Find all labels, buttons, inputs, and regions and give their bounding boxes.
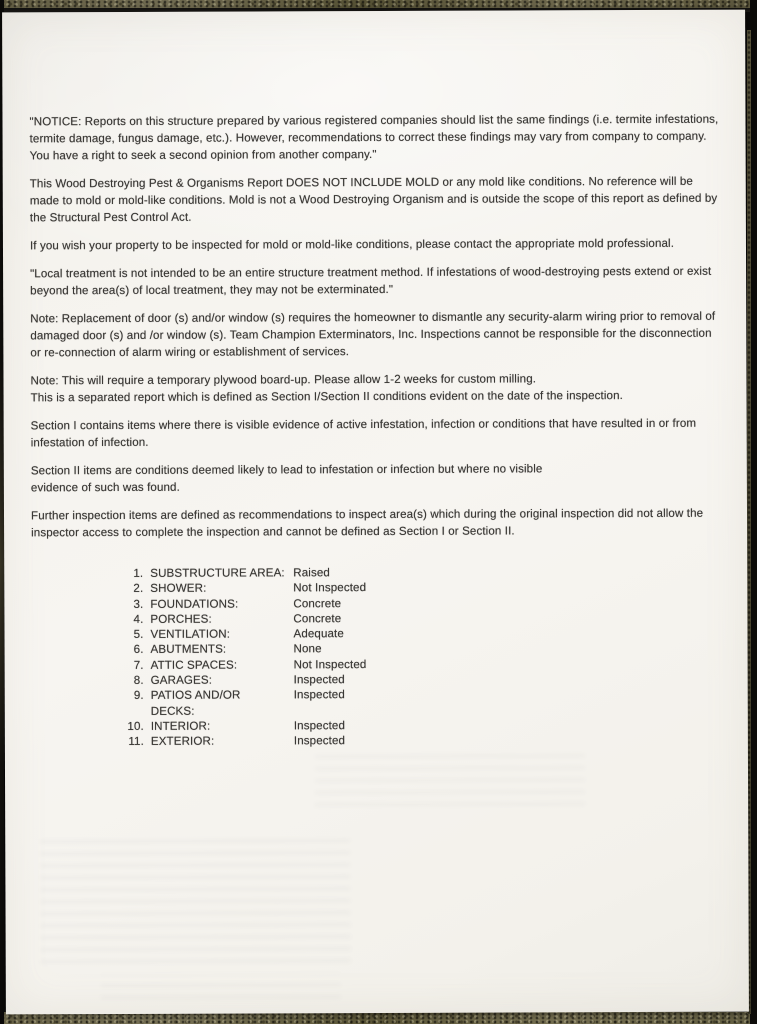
item-number: 2. [133, 582, 144, 596]
mold-disclaimer-paragraph: This Wood Destroying Pest & Organisms Report DOES NOT INCLUDE MOLD or any mold like conditions. No reference will be made to mold or mold-like conditions. Mold is not a Wood Destroying Organism and is outside the scope of this report as defined by the Structural Pest Control Act. [29, 174, 718, 225]
bleedthrough-smudge [315, 752, 585, 815]
checklist-row-exterior [32, 732, 724, 750]
section1-definition-paragraph: Section I contains items where there is visible evidence of active infestation, infection or conditions that have resulted in or from infestation of infection. [30, 416, 697, 450]
item-value: Not Inspected [293, 657, 367, 672]
item-number: 6. [133, 643, 144, 657]
item-value: Not Inspected [293, 581, 367, 595]
item-label: PATIOS AND/OR DECKS: [150, 688, 241, 718]
item-label: PORCHES: [150, 612, 212, 626]
checklist-row-patios-decks [32, 686, 724, 719]
photo-edge-right [750, 0, 757, 1024]
item-label: SUBSTRUCTURE AREA: [150, 566, 285, 580]
item-label: GARAGES: [150, 673, 213, 687]
inspection-checklist [31, 564, 724, 750]
item-label: FOUNDATIONS: [150, 597, 239, 611]
item-label: VENTILATION: [150, 627, 231, 642]
bleedthrough-smudge [101, 973, 341, 1008]
item-label: ATTIC SPACES: [150, 658, 238, 672]
item-value: Inspected [293, 734, 346, 748]
item-number: 10. [127, 719, 144, 733]
item-value: Concrete [293, 596, 342, 610]
item-value: Inspected [293, 688, 345, 702]
report-text-block [29, 111, 723, 750]
local-treatment-paragraph: "Local treatment is not intended to be an entire structure treatment method. If infestations of wood-destroying pests extend or exist beyond the area(s) of local treatment, they may not be exterminated." [30, 264, 712, 298]
boardup-note-paragraph: Note: This will require a temporary plywood board-up. Please allow 1-2 weeks for custom milling. This is a separated report which is defined as Section I/Section II conditions evident on the date of the inspection. [30, 372, 623, 405]
item-value: Concrete [293, 612, 342, 626]
item-label: EXTERIOR: [150, 734, 215, 749]
bleedthrough-smudge [40, 836, 351, 972]
item-label: ABUTMENTS: [150, 643, 227, 657]
item-label: INTERIOR: [150, 719, 211, 733]
item-number: 7. [133, 658, 144, 672]
item-value: Inspected [293, 673, 345, 687]
item-number: 8. [133, 673, 144, 688]
item-number: 11. [128, 735, 144, 749]
mold-contact-paragraph: If you wish your property to be inspected for mold or mold-like conditions, please contact the appropriate mold professional. [29, 236, 675, 253]
item-label: SHOWER: [150, 581, 207, 596]
further-inspection-paragraph: Further inspection items are defined as recommendations to inspect area(s) which during the original inspection did not allow the inspector access to complete the inspection and cannot be defined as Section I or Section II. [30, 506, 704, 540]
item-value: Adequate [293, 627, 344, 641]
item-value: Inspected [293, 719, 346, 733]
notice-paragraph: "NOTICE: Reports on this structure prepared by various registered companies should list the same findings (i.e. termite infestations, termite damage, fungus damage, etc.). However, recommendations to correct these findings may vary from company to company. You have a right to seek a second opinion from another company." [29, 112, 719, 163]
item-number: 3. [133, 597, 144, 611]
paper-page [2, 10, 749, 1015]
item-number: 4. [133, 612, 144, 626]
item-number: 1. [133, 566, 144, 580]
item-number: 5. [133, 628, 144, 642]
item-number: 9. [133, 689, 144, 703]
door-window-note-paragraph: Note: Replacement of door (s) and/or window (s) requires the homeowner to dismantle any security-alarm wiring prior to removal of damaged door (s) and /or window (s). Team Champion Exterminators, Inc. Inspections cannot be responsible for the disconnection or re-connection of alarm wiring or establishment of services. [30, 309, 716, 360]
section2-definition-paragraph: Section II items are conditions deemed likely to lead to infestation or infection but where no visible evidence of such was found. [30, 462, 543, 495]
item-value: Raised [293, 566, 330, 580]
item-value: None [293, 642, 322, 656]
